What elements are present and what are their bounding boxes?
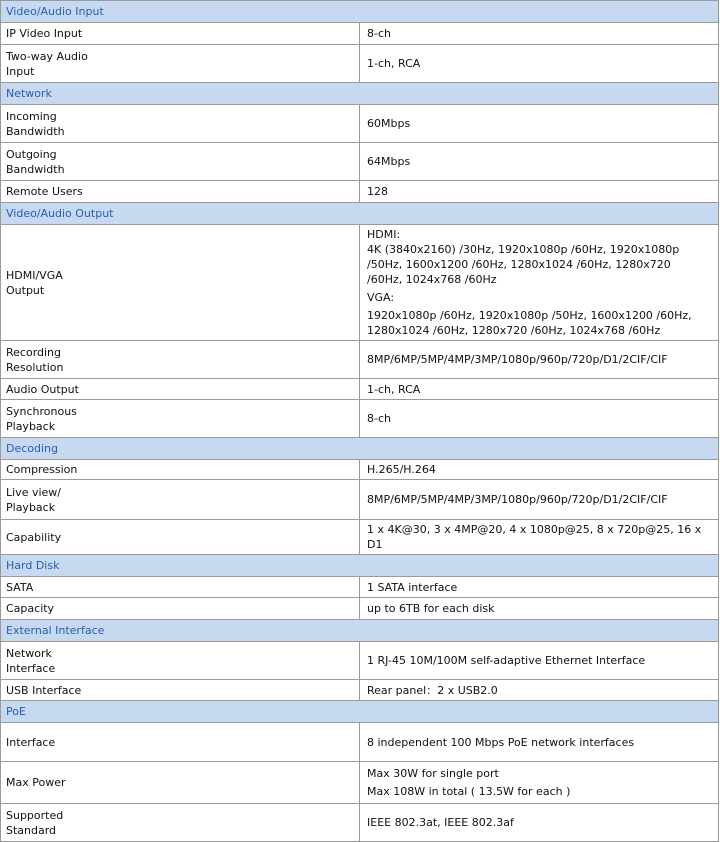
supported-standard-value: IEEE 802.3at, IEEE 802.3af xyxy=(360,804,719,842)
section-hard-disk: Hard Disk xyxy=(1,555,719,577)
synchronous-playback-value: 8-ch xyxy=(360,400,719,438)
outgoing-bandwidth-label-line-1: Outgoing xyxy=(6,147,57,161)
incoming-bandwidth-value: 60Mbps xyxy=(360,105,719,143)
poe-interface-label: Interface xyxy=(1,723,360,762)
table-row xyxy=(1,480,719,520)
table-row xyxy=(1,400,719,438)
network-interface-label xyxy=(1,642,360,680)
hdmi-vga-output-label xyxy=(1,225,360,341)
table-row xyxy=(1,520,719,555)
max-power-label: Max Power xyxy=(1,762,360,804)
remote-users-value: 128 xyxy=(360,181,719,203)
remote-users-label: Remote Users xyxy=(1,181,360,203)
live-view-playback-value: 8MP/6MP/5MP/4MP/3MP/1080p/960p/720p/D1/2CIF/CIF xyxy=(360,480,719,520)
vga-resolutions-line-1: 1920x1080p /60Hz, 1920x1080p /50Hz, 1600x1200 /60Hz, 1280x1024 /60Hz, 1280x720 /60Hz, 1024x768 /60Hz xyxy=(367,309,692,337)
table-row xyxy=(1,762,719,804)
capability-value: 1 x 4K@30, 3 x 4MP@20, 4 x 1080p@25, 8 x 720p@25, 16 x D1 xyxy=(360,520,719,555)
incoming-bandwidth-label-line-2: Bandwidth xyxy=(6,124,65,138)
table-row xyxy=(1,379,719,400)
two-way-audio-label-line-1: Two-way Audio xyxy=(6,49,88,63)
section-video-audio-input: Video/Audio Input xyxy=(1,1,719,23)
table-row xyxy=(1,45,719,83)
hdmi-vga-output-value xyxy=(360,225,719,341)
section-header-row xyxy=(1,83,719,105)
table-row xyxy=(1,23,719,45)
table-row xyxy=(1,225,719,341)
table-row xyxy=(1,680,719,701)
table-row xyxy=(1,723,719,762)
hdmi-vga-output-label-line-1: HDMI/VGA xyxy=(6,268,63,282)
compression-label: Compression xyxy=(1,460,360,480)
live-view-playback-label xyxy=(1,480,360,520)
section-decoding: Decoding xyxy=(1,438,719,460)
section-header-row xyxy=(1,701,719,723)
two-way-audio-label xyxy=(1,45,360,83)
sata-value: 1 SATA interface xyxy=(360,577,719,598)
live-view-playback-label-line-1: Live view/ xyxy=(6,485,61,499)
section-header-row xyxy=(1,555,719,577)
usb-interface-label: USB Interface xyxy=(1,680,360,701)
table-row xyxy=(1,804,719,842)
capacity-label: Capacity xyxy=(1,598,360,620)
hdmi-heading: HDMI: xyxy=(367,228,401,241)
max-power-value-line-1: Max 30W for single port xyxy=(367,767,499,780)
section-header-row xyxy=(1,1,719,23)
supported-standard-label-line-1: Supported xyxy=(6,808,64,822)
two-way-audio-value: 1-ch, RCA xyxy=(360,45,719,83)
capacity-value: up to 6TB for each disk xyxy=(360,598,719,620)
sata-label: SATA xyxy=(1,577,360,598)
hdmi-resolutions-line-2: /60Hz, 1024x768 /60Hz xyxy=(367,273,497,286)
supported-standard-label-line-2: Standard xyxy=(6,823,57,837)
ip-video-input-label: IP Video Input xyxy=(1,23,360,45)
vga-heading: VGA: xyxy=(367,291,395,304)
audio-output-value: 1-ch, RCA xyxy=(360,379,719,400)
section-poe: PoE xyxy=(1,701,719,723)
outgoing-bandwidth-label-line-2: Bandwidth xyxy=(6,162,65,176)
table-row xyxy=(1,642,719,680)
usb-interface-value: Rear panel：2 x USB2.0 xyxy=(360,680,719,701)
two-way-audio-label-line-2: Input xyxy=(6,64,35,78)
section-header-row xyxy=(1,620,719,642)
poe-interface-value: 8 independent 100 Mbps PoE network interfaces xyxy=(360,723,719,762)
table-row xyxy=(1,577,719,598)
audio-output-label: Audio Output xyxy=(1,379,360,400)
supported-standard-label xyxy=(1,804,360,842)
table-row xyxy=(1,598,719,620)
network-interface-value: 1 RJ-45 10M/100M self-adaptive Ethernet Interface xyxy=(360,642,719,680)
capability-label: Capability xyxy=(1,520,360,555)
compression-value: H.265/H.264 xyxy=(360,460,719,480)
table-row xyxy=(1,341,719,379)
max-power-value xyxy=(360,762,719,804)
table-row xyxy=(1,181,719,203)
outgoing-bandwidth-label xyxy=(1,143,360,181)
incoming-bandwidth-label-line-1: Incoming xyxy=(6,109,57,123)
synchronous-playback-label-line-1: Synchronous xyxy=(6,404,77,418)
recording-resolution-label-line-1: Recording xyxy=(6,345,62,359)
synchronous-playback-label-line-2: Playback xyxy=(6,419,56,433)
live-view-playback-label-line-2: Playback xyxy=(6,500,56,514)
table-row xyxy=(1,143,719,181)
section-network: Network xyxy=(1,83,719,105)
recording-resolution-value: 8MP/6MP/5MP/4MP/3MP/1080p/960p/720p/D1/2CIF/CIF xyxy=(360,341,719,379)
network-interface-label-line-1: Network xyxy=(6,646,52,660)
recording-resolution-label-line-2: Resolution xyxy=(6,360,64,374)
network-interface-label-line-2: Interface xyxy=(6,661,56,675)
section-external-interface: External Interface xyxy=(1,620,719,642)
hdmi-resolutions-line-1: 4K (3840x2160) /30Hz, 1920x1080p /60Hz, 1920x1080p /50Hz, 1600x1200 /60Hz, 1280x1024 /60Hz, 1280x720 xyxy=(367,243,680,271)
hdmi-vga-output-label-line-2: Output xyxy=(6,283,45,297)
table-row xyxy=(1,460,719,480)
recording-resolution-label xyxy=(1,341,360,379)
section-header-row xyxy=(1,438,719,460)
section-header-row xyxy=(1,203,719,225)
ip-video-input-value: 8-ch xyxy=(360,23,719,45)
max-power-value-line-2: Max 108W in total ( 13.5W for each ) xyxy=(367,785,571,798)
table-row xyxy=(1,105,719,143)
incoming-bandwidth-label xyxy=(1,105,360,143)
section-video-audio-output: Video/Audio Output xyxy=(1,203,719,225)
outgoing-bandwidth-value: 64Mbps xyxy=(360,143,719,181)
synchronous-playback-label xyxy=(1,400,360,438)
